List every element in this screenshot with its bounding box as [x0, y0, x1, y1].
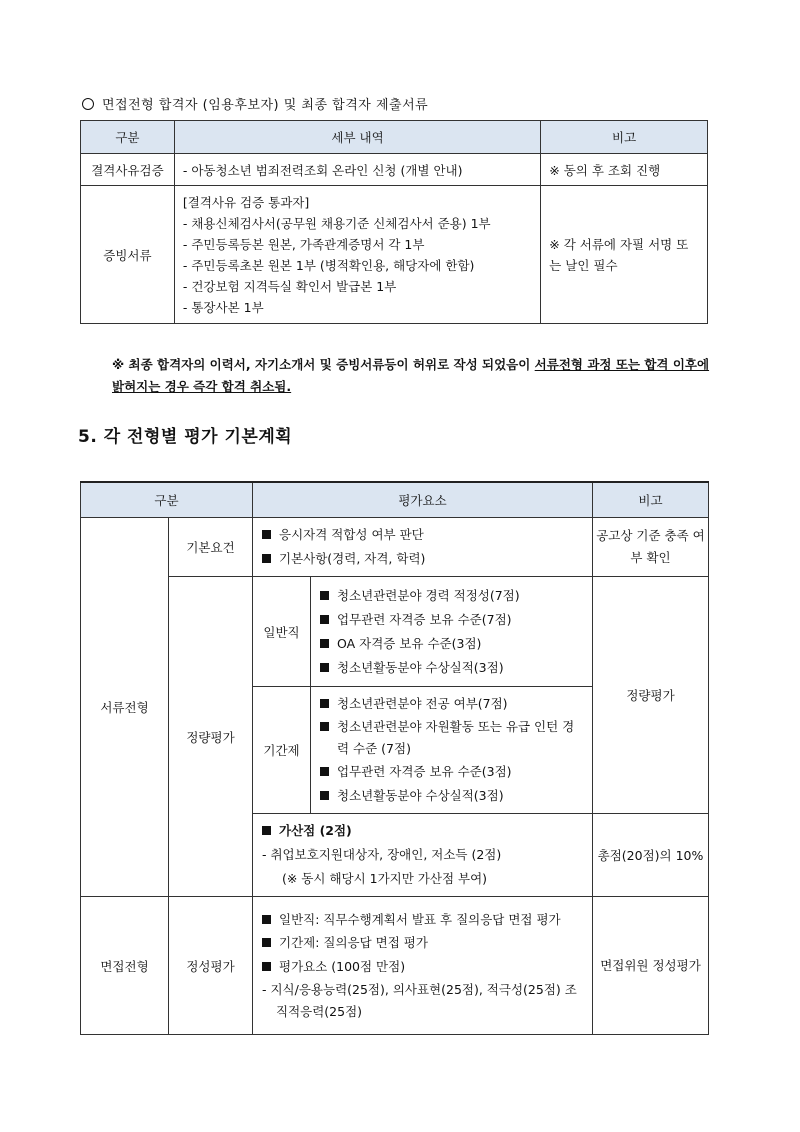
- list-item: - 채용신체검사서(공무원 채용기준 신체검사서 준용) 1부: [182, 215, 491, 231]
- square-bullet-icon: [262, 962, 271, 971]
- table-header-row: [81, 482, 709, 518]
- row-remarks: ※ 각 서류에 자필 서명 또는 날인 필수: [541, 186, 708, 324]
- square-bullet-icon: [262, 938, 271, 947]
- row-remarks: ※ 동의 후 조회 진행: [541, 154, 708, 186]
- circle-bullet-icon: [82, 98, 94, 110]
- square-bullet-icon: [262, 554, 271, 563]
- row-category: 증빙서류: [81, 186, 175, 324]
- list-item: 업무관련 자격증 보유 수준(3점): [320, 760, 583, 784]
- list-item: 청소년관련분야 전공 여부(7점): [320, 692, 583, 716]
- basic-requirements-label: 기본요건: [169, 518, 253, 577]
- final-notice: ※ 최종 합격자의 이력서, 자기소개서 및 증빙서류등이 허위로 작성 되었음이 서류전형 과정 또는 합격 이후에 밝혀지는 경우 즉각 합격 취소됨.: [112, 357, 710, 394]
- quantitative-label: 정량평가: [169, 577, 253, 897]
- list-item: (※ 동시 해당시 1가지만 가산점 부여): [282, 871, 488, 886]
- table-header-row: [81, 121, 708, 154]
- interview-label: 면접전형: [81, 897, 169, 1035]
- list-item: 청소년활동분야 수상실적(3점): [320, 784, 583, 808]
- evaluation-plan-table: [80, 481, 709, 1035]
- list-item: 청소년관련분야 자원활동 또는 유급 인턴 경력 수준 (7점): [320, 716, 583, 760]
- table-row: [81, 577, 709, 687]
- list-item: OA 자격증 보유 수준(3점): [320, 632, 583, 656]
- header-category: 구분: [81, 482, 253, 518]
- list-item: - 주민등록초본 원본 1부 (병적확인용, 해당자에 한함): [182, 257, 475, 273]
- bonus-remarks: 총점(20점)의 10%: [593, 814, 709, 897]
- square-bullet-icon: [262, 826, 271, 835]
- list-item: - 지식/응용능력(25점), 의사표현(25점), 적극성(25점) 조직적응력(25점): [262, 981, 577, 1019]
- general-label: 일반직: [253, 577, 311, 687]
- table-row: [81, 897, 709, 1035]
- list-item: 응시자격 적합성 여부 판단: [262, 523, 583, 547]
- row-details: [174, 186, 540, 324]
- list-item: 청소년활동분야 수상실적(3점): [320, 656, 583, 680]
- list-item: - 취업보호지원대상자, 장애인, 저소득 (2점): [262, 847, 502, 862]
- header-elements: 평가요소: [253, 482, 593, 518]
- doc-screening-label: 서류전형: [81, 518, 169, 897]
- square-bullet-icon: [320, 663, 329, 672]
- list-item: 기본사항(경력, 자격, 학력): [262, 547, 583, 571]
- list-item: 평가요소 (100점 만점): [262, 955, 583, 979]
- header-details: 세부 내역: [174, 121, 540, 154]
- list-item: 기간제: 질의응답 면접 평가: [262, 931, 583, 955]
- fixed-term-label: 기간제: [253, 687, 311, 814]
- square-bullet-icon: [262, 530, 271, 539]
- list-item: 청소년관련분야 경력 적정성(7점): [320, 584, 583, 608]
- square-bullet-icon: [320, 615, 329, 624]
- list-item: 일반직: 직무수행계획서 발표 후 질의응답 면접 평가: [262, 909, 583, 931]
- square-bullet-icon: [320, 591, 329, 600]
- list-item: - 건강보험 지격득실 확인서 발급본 1부: [182, 278, 397, 294]
- list-item: - 통장사본 1부: [182, 299, 264, 315]
- quantitative-remarks: 정량평가: [593, 577, 709, 814]
- qualitative-label: 정성평가: [169, 897, 253, 1035]
- table-row: [81, 518, 709, 577]
- section-title: 5. 각 전형별 평가 기본계획: [78, 427, 293, 447]
- submission-documents-table: [80, 120, 708, 324]
- square-bullet-icon: [320, 767, 329, 776]
- table-row: [81, 186, 708, 324]
- header-remarks: 비고: [541, 121, 708, 154]
- square-bullet-icon: [262, 915, 271, 924]
- square-bullet-icon: [320, 791, 329, 800]
- section-heading: 면접전형 합격자 (임용후보자) 및 최종 합격자 제출서류: [82, 94, 428, 113]
- list-item: - 주민등록등본 원본, 가족관계증명서 각 1부: [182, 236, 425, 252]
- interview-remarks: 면접위원 정성평가: [593, 897, 709, 1035]
- square-bullet-icon: [320, 722, 329, 731]
- list-item: 가산점 (2점): [262, 819, 583, 843]
- row-details: - 아동청소년 범죄전력조회 온라인 신청 (개별 안내): [174, 154, 540, 186]
- square-bullet-icon: [320, 639, 329, 648]
- square-bullet-icon: [320, 699, 329, 708]
- table-row: [81, 154, 708, 186]
- row-category: 결격사유검증: [81, 154, 175, 186]
- basic-remarks: 공고상 기준 충족 여부 확인: [593, 518, 709, 577]
- list-item: [결격사유 검증 통과자]: [182, 194, 310, 210]
- header-remarks: 비고: [593, 482, 709, 518]
- header-category: 구분: [81, 121, 175, 154]
- list-item: 업무관련 자격증 보유 수준(7점): [320, 608, 583, 632]
